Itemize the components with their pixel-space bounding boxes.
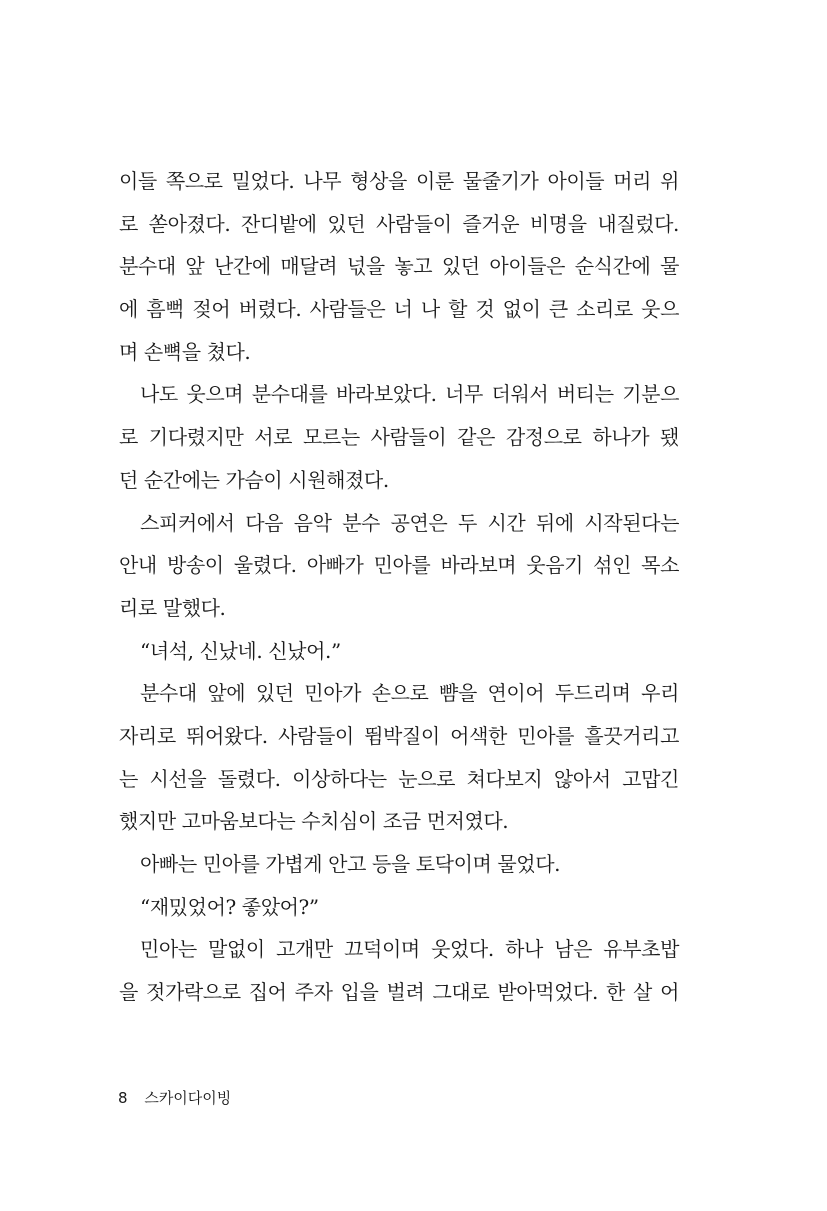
text-line: 던 순간에는 가슴이 시원해졌다.	[119, 467, 389, 492]
text-line: 로 쏟아졌다. 잔디밭에 있던 사람들이 즐거운 비명을 내질렀다.	[119, 211, 679, 236]
text-line: 는 시선을 돌렸다. 이상하다는 눈으로 쳐다보지 않아서 고맙긴	[119, 766, 679, 791]
page-footer	[118, 1087, 231, 1108]
text-line: 분수대 앞에 있던 민아가 손으로 뺨을 연이어 두드리며 우리	[140, 681, 679, 706]
text-line: 스피커에서 다음 음악 분수 공연은 두 시간 뒤에 시작된다는	[140, 510, 679, 535]
text-line: 며 손뼉을 쳤다.	[119, 339, 251, 364]
text-line: 이들 쪽으로 밀었다. 나무 형상을 이룬 물줄기가 아이들 머리 위	[119, 169, 679, 193]
text-line: 나도 웃으며 분수대를 바라보았다. 너무 더워서 버티는 기분으	[140, 382, 679, 407]
dialogue-line: “녀석, 신났네. 신났어.”	[140, 638, 341, 663]
text-line: 에 흠뻑 젖어 버렸다. 사람들은 너 나 할 것 없이 큰 소리로 웃으	[119, 297, 679, 322]
text-line: 리로 말했다.	[119, 595, 226, 620]
text-line: 민아는 말없이 고개만 끄덕이며 웃었다. 하나 남은 유부초밥	[140, 937, 679, 962]
text-line: 자리로 뛰어왔다. 사람들이 뜀박질이 어색한 민아를 흘끗거리고	[119, 723, 679, 748]
text-line: 분수대 앞 난간에 매달려 넋을 놓고 있던 아이들은 순식간에 물	[119, 254, 679, 279]
dialogue-line: “재밌었어? 좋았어?”	[140, 894, 319, 919]
page-number: 8	[118, 1089, 128, 1107]
text-line: 을 젓가락으로 집어 주자 입을 벌려 그대로 받아먹었다. 한 살 어	[119, 980, 679, 1005]
text-line: 안내 방송이 울렸다. 아빠가 민아를 바라보며 웃음기 섞인 목소	[119, 553, 679, 578]
body-text	[119, 166, 679, 1020]
text-line: 했지만 고마움보다는 수치심이 조금 먼저였다.	[119, 809, 509, 834]
running-title: 스카이다이빙	[144, 1089, 232, 1107]
text-line: 아빠는 민아를 가볍게 안고 등을 토닥이며 물었다.	[140, 852, 561, 876]
text-line: 로 기다렸지만 서로 모르는 사람들이 같은 감정으로 하나가 됐	[119, 425, 679, 450]
